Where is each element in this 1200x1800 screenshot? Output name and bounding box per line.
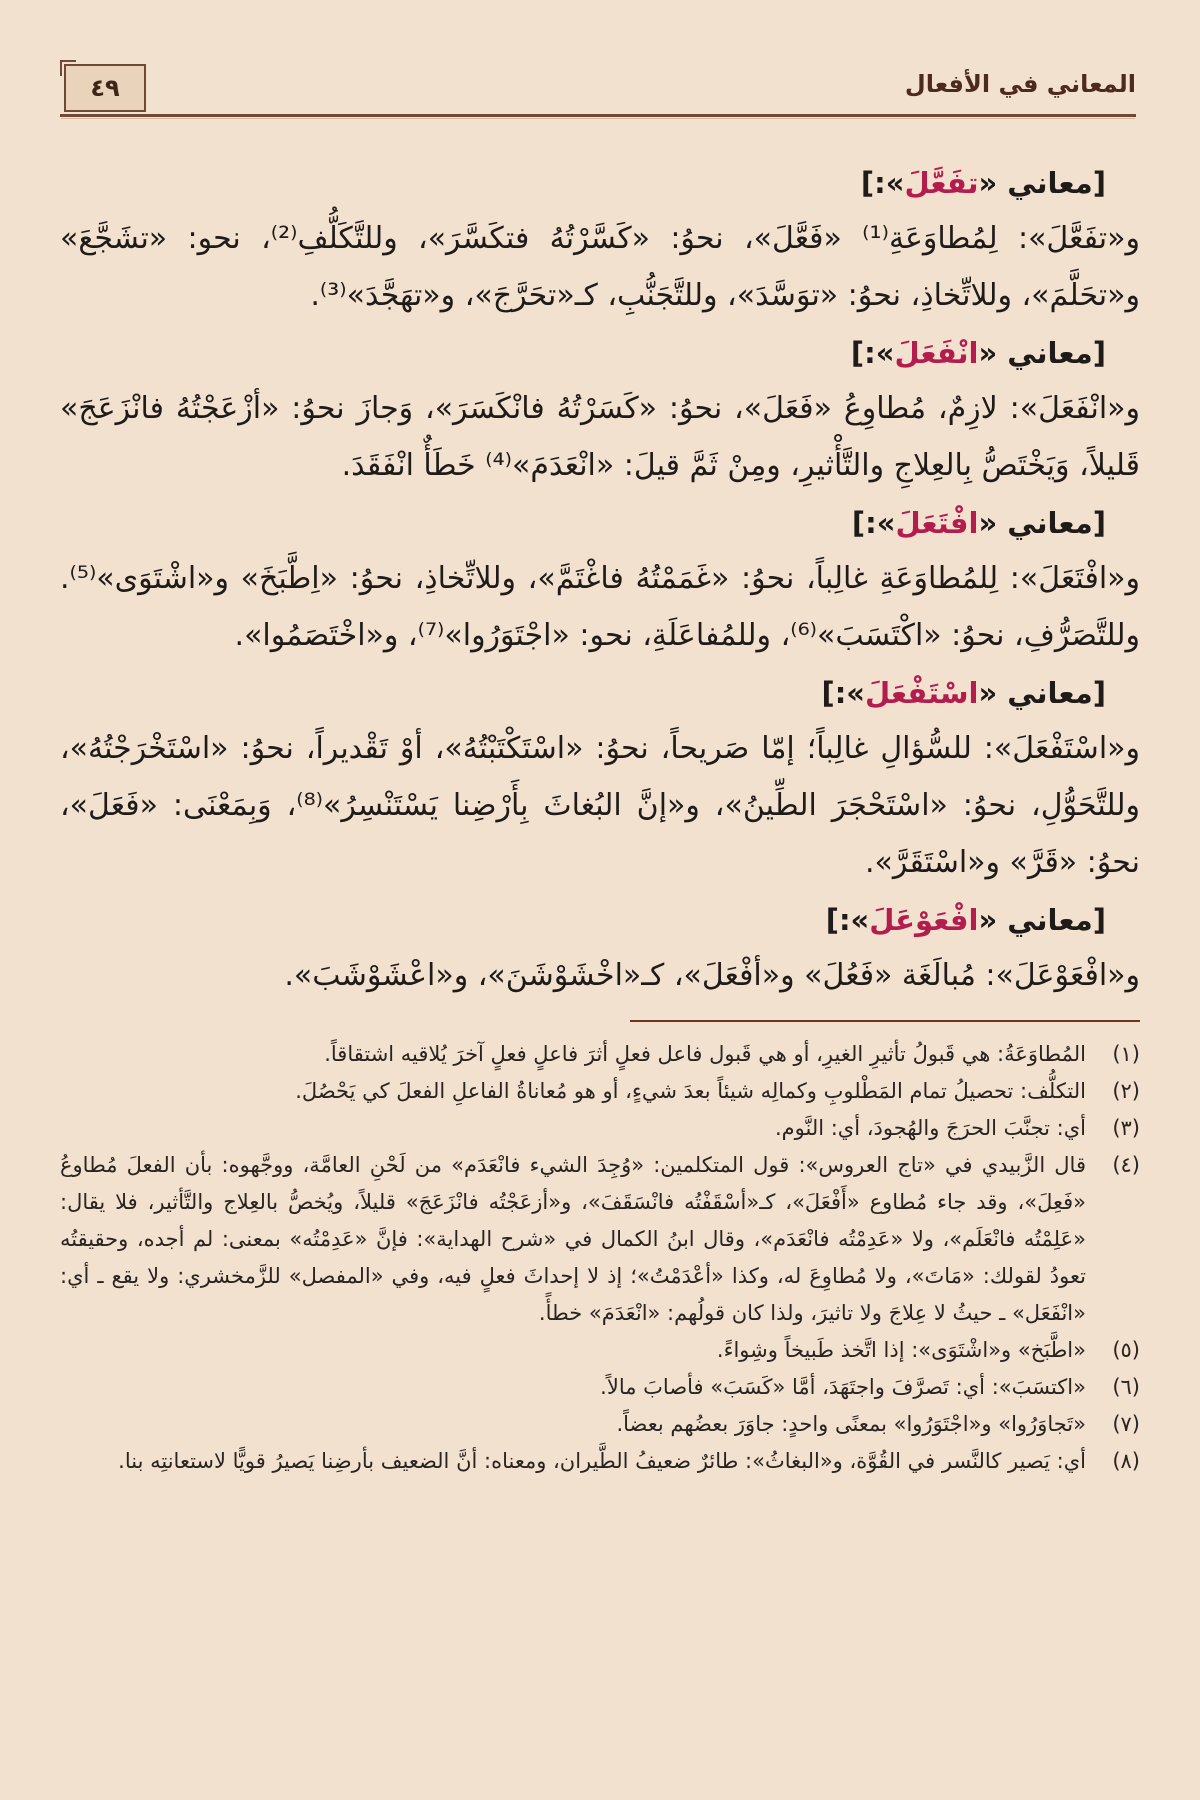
section-body-iftaala: و«افْتَعَلَ»: لِلمُطاوَعَةِ غالِباً، نحوُ: «غَمَمْتُهُ فاغْتَمَّ»، وللاتِّخاذِ، نحوُ: «اِطَّبَخَ» و«اشْتَوَى»⁽⁵⁾. وللتَّصَرُّفِ، نحوُ: «اكْتَسَبَ»⁽⁶⁾، وللمُفاعَلَةِ، نحو: «اجْتَوَرُوا»⁽⁷⁾، و«اخْتَصَمُوا». [60,561,1140,653]
footnote [60,1332,1140,1369]
heading-term: اسْتَفْعَلَ [865,676,979,710]
footnote [60,1147,1140,1332]
footnote-number: (٨) [1112,1449,1140,1473]
footnote-text: أي: يَصير كالنَّسر في القُوَّة، و«البغاثُ»: طائرٌ ضعيفُ الطَّيران، ومعناه: أنَّ الضعيف بأرضِنا يَصيرُ قويًّا لاستعانتِه بنا. [118,1449,1086,1473]
footnote [60,1443,1140,1480]
section-heading-iftaala: [معاني «افْتَعَلَ»:] [851,506,1106,540]
footnote-number: (٥) [1112,1338,1140,1362]
footnote-text: «اطَّبَخ» و«اشْتَوَى»: إذا اتَّخذ طَبيخاً وشِواءً. [716,1338,1086,1362]
header-rule [60,114,1136,117]
section-heading-tafaala: [معاني «تفَعَّلَ»:] [860,166,1106,200]
footnotes [60,1036,1140,1480]
footnote-number: (١) [1112,1042,1140,1066]
footnote-text: أي: تجنَّبَ الحرَجَ والهُجودَ، أي: النَّوم. [774,1116,1086,1140]
footnote [60,1036,1140,1073]
main-text [60,156,1140,1480]
footnote-number: (٧) [1112,1412,1140,1436]
section-body-tafaala: و«تفَعَّلَ»: لِمُطاوَعَةِ⁽¹⁾ «فَعَّلَ»، نحوُ: «كَسَّرْتُهُ فتكَسَّرَ»، وللتَّكَلُّفِ⁽²⁾، نحو: «تشَجَّعَ» و«تحَلَّمَ»، وللاتِّخاذِ، نحوُ: «توَسَّدَ»، وللتَّجَنُّبِ، كـ«تحَرَّجَ»، و«تهَجَّدَ»⁽³⁾. [60,221,1140,313]
page-number: ٤٩ [64,64,146,112]
footnote [60,1369,1140,1406]
footnote-number: (٣) [1112,1116,1140,1140]
footnote-text: «تَجاوَرُوا» و«اجْتَوَرُوا» بمعنًى واحدٍ: جاوَرَ بعضُهم بعضاً. [616,1412,1086,1436]
section-heading-infaala: [معاني «انْفَعَلَ»:] [850,336,1106,370]
footnote-text: التكلُّف: تحصيلُ تمام المَطْلوبِ وكمالِه شيئاً بعدَ شيءٍ، أو هو مُعاناةُ الفاعلِ الفعلَ كي يَحْصُلَ. [295,1079,1086,1103]
footnote-divider [630,1020,1140,1022]
heading-term: تفَعَّلَ [904,166,979,200]
heading-term: افْعَوْعَلَ [869,903,979,937]
running-title: المعاني في الأفعال [904,70,1136,98]
footnote [60,1406,1140,1443]
footnote-text: «اكتسَبَ»: أي: تَصرَّفَ واجتَهَدَ، أمَّا «كَسَبَ» فأصابَ مالاً. [600,1375,1086,1399]
footnote-number: (٤) [1112,1153,1140,1177]
footnote-number: (٦) [1112,1375,1140,1399]
section-heading-istafaala: [معاني «اسْتَفْعَلَ»:] [821,676,1106,710]
footnote [60,1110,1140,1147]
footnote-text: المُطاوَعَةُ: هي قَبولُ تأثيرِ الغيرِ، أو هي قَبول فاعل فعلٍ أثرَ فاعلٍ فعلٍ آخرَ يُلاقيه اشتقاقاً. [324,1042,1086,1066]
heading-term: افْتَعَلَ [895,506,979,540]
footnote [60,1073,1140,1110]
section-body-istafaala: و«اسْتَفْعَلَ»: للسُّؤالِ غالِباً؛ إمّا صَريحاً، نحوُ: «اسْتَكْتَبْتُهُ»، أوْ تَقْديراً، نحوُ: «اسْتَخْرَجْتُهُ»، وللتَّحَوُّلِ، نحوُ: «اسْتَحْجَرَ الطِّينُ»، و«إنَّ البُغاثَ بِأَرْضِنا يَسْتَنْسِرُ»⁽⁸⁾، وَبِمَعْنَى: «فَعَلَ»، نحوُ: «قَرَّ» و«اسْتَقَرَّ». [60,731,1140,880]
heading-term: انْفَعَلَ [894,336,979,370]
section-body-ifawala: و«افْعَوْعَلَ»: مُبالَغَة «فَعُلَ» و«أفْعَلَ»، كـ«اخْشَوْشَنَ»، و«اعْشَوْشَبَ». [284,958,1140,993]
page-header [60,64,1136,116]
section-body-infaala: و«انْفَعَلَ»: لازِمٌ، مُطاوِعُ «فَعَلَ»، نحوُ: «كَسَرْتُهُ فانْكَسَرَ»، وَجازَ نحوُ: «أزْعَجْتُهُ فانْزَعَجَ» قَليلاً، وَيَخْتَصُّ بِالعِلاجِ والتَّأْثيرِ، ومِنْ ثَمَّ قيلَ: «انْعَدَمَ»⁽⁴⁾ خَطَأٌ انْفَقَدَ. [60,391,1140,483]
footnote-text: قال الزَّبيدي في «تاج العروس»: قول المتكلمين: «وُجِدَ الشيء فانْعَدَم» من لَحْنِ العامَّة، ووجَّهوه: بأن الفعلَ مُطاوعُ «فَعِلَ»، وقد جاء مُطاوع «أَفْعَلَ»، كـ«أسْقَفْتُه فانْسَقَفَ»، و«أزعَجْتُه فانْزَعَجَ» قليلاً، ويُخصُّ بالعِلاج والتَّأثير، فلا يقال: «عَلِمْتُه فانْعَلَم»، ولا «عَدِمْتُه فانْعَدَم»، وقال ابنُ الكمال في «شرح الهداية»: فإنَّ «عَدِمْتُه» بمعنى: لم أجده، وحقيقتُه تعودُ لقولك: «مَاتَ»، ولا مُطاوِعَ له، وكذا «أعْدَمْتُ»؛ إذ لا إحداثَ فعلٍ فيه، وفي «المفصل» للزَّمخشري: ولا يقع ـ أي: «انْفَعَل» ـ حيثُ لا عِلاجَ ولا تاثيرَ، ولذا كان قولُهم: «انْعَدَمَ» خطأً. [60,1153,1086,1325]
section-heading-ifawala: [معاني «افْعَوْعَلَ»:] [825,903,1106,937]
footnote-number: (٢) [1112,1079,1140,1103]
